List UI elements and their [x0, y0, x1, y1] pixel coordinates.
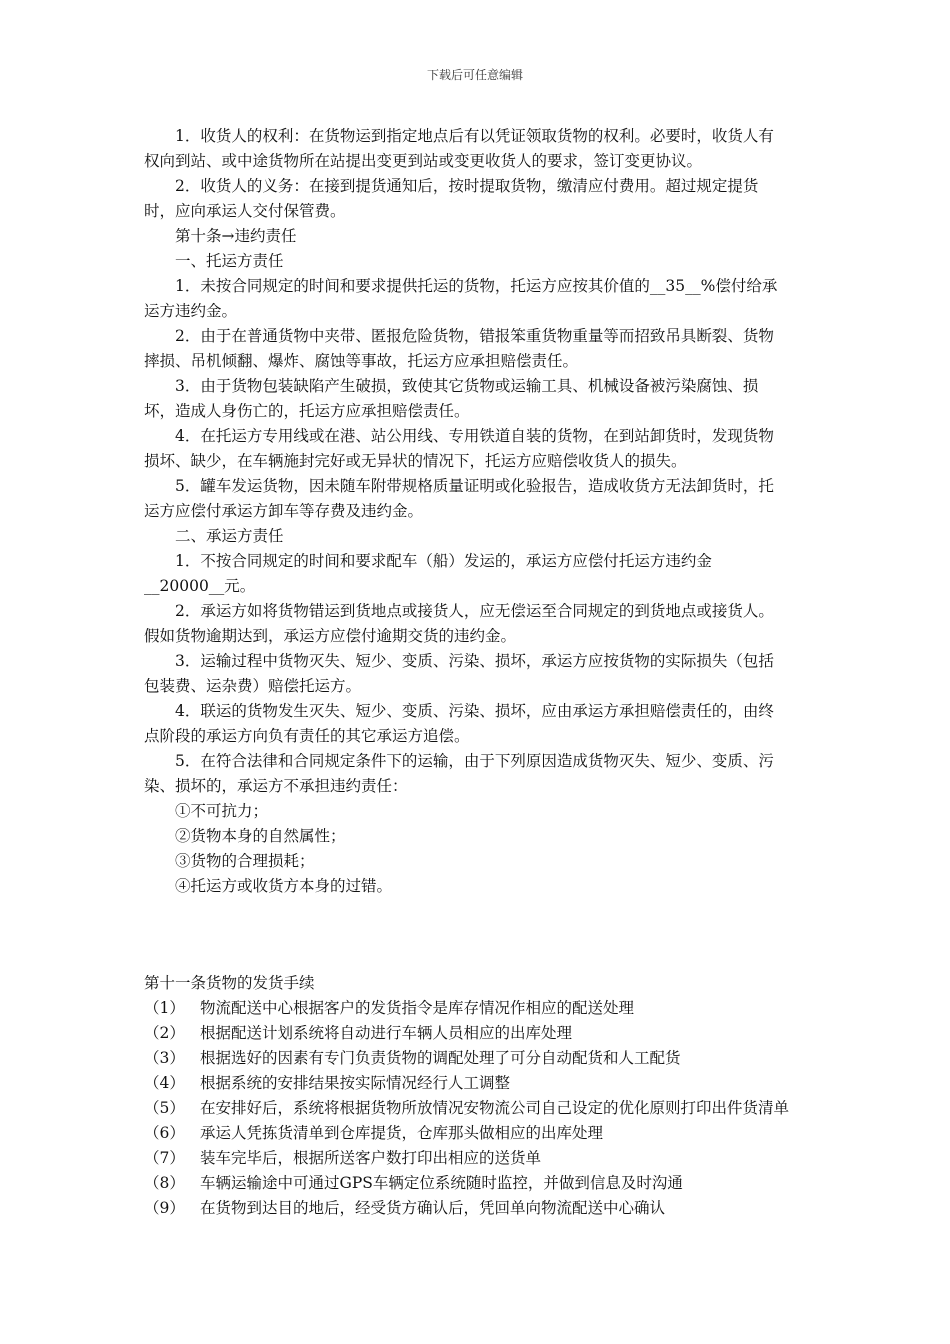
paragraph: 3．由于货物包装缺陷产生破损，致使其它货物或运输工具、机械设备被污染腐蚀、损坏，造成人身伤亡的，托运方应承担赔偿责任。: [144, 377, 759, 420]
document-body: [144, 124, 784, 899]
paragraph: 1．不按合同规定的时间和要求配车（船）发运的，承运方应偿付托运方违约金__20000__元。: [144, 552, 712, 595]
paragraph: ①不可抗力；: [175, 802, 269, 820]
paragraph: 一、托运方责任: [175, 252, 284, 270]
paragraph: 1．未按合同规定的时间和要求提供托运的货物，托运方应按其价值的__35__%偿付给承运方违约金。: [144, 277, 778, 320]
paragraph: 4．联运的货物发生灭失、短少、变质、污染、损坏，应由承运方承担赔偿责任的，由终点阶段的承运方向负有责任的其它承运方追偿。: [144, 702, 774, 745]
list-item-text: 装车完毕后，根据所送客户数打印出相应的送货单: [200, 1149, 542, 1167]
list-item: [144, 1196, 824, 1221]
list-item-text: 根据系统的安排结果按实际情况经行人工调整: [200, 1074, 511, 1092]
paragraph: ③货物的合理损耗；: [175, 852, 315, 870]
paragraph: 5．在符合法律和合同规定条件下的运输，由于下列原因造成货物灭失、短少、变质、污染、损坏的，承运方不承担违约责任：: [144, 752, 774, 795]
list-item: [144, 1121, 824, 1146]
paragraph: 2．收货人的义务：在接到提货通知后，按时提取货物，缴清应付费用。超过规定提货时，应向承运人交付保管费。: [144, 177, 759, 220]
list-item: [144, 1096, 824, 1121]
list-item-text: 承运人凭拣货清单到仓库提货，仓库那头做相应的出库处理: [200, 1124, 604, 1142]
list-item: [144, 1046, 824, 1071]
list-item: [144, 996, 824, 1021]
list-item-number: （3）: [144, 1049, 185, 1067]
list-item-text: 根据选好的因素有专门负责货物的调配处理了可分自动配货和人工配货: [200, 1049, 681, 1067]
list-item-text: 车辆运输途中可通过GPS车辆定位系统随时监控，并做到信息及时沟通: [200, 1174, 683, 1192]
list-item-text: 根据配送计划系统将自动进行车辆人员相应的出库处理: [200, 1024, 573, 1042]
list-item-number: （4）: [144, 1074, 185, 1092]
page-header: 下载后可任意编辑: [426, 68, 523, 82]
paragraph: 第十条→违约责任: [175, 227, 297, 245]
paragraph: 3．运输过程中货物灭失、短少、变质、污染、损坏，承运方应按货物的实际损失（包括包装费、运杂费）赔偿托运方。: [144, 652, 774, 695]
paragraph: 二、承运方责任: [175, 527, 284, 545]
list-item: [144, 1071, 824, 1096]
list-item-number: （7）: [144, 1149, 185, 1167]
list-item-text: 在安排好后，系统将根据货物所放情况安物流公司自己设定的优化原则打印出件货清单: [200, 1099, 790, 1117]
list-item-number: （9）: [144, 1199, 185, 1217]
list-item-text: 物流配送中心根据客户的发货指令是库存情况作相应的配送处理: [200, 999, 635, 1017]
paragraph: ④托运方或收货方本身的过错。: [175, 877, 393, 895]
section-title: 第十一条货物的发货手续: [144, 974, 315, 992]
paragraph: 2．由于在普通货物中夹带、匿报危险货物，错报笨重货物重量等而招致吊具断裂、货物摔损、吊机倾翻、爆炸、腐蚀等事故，托运方应承担赔偿责任。: [144, 327, 774, 370]
paragraph: 5．罐车发运货物，因未随车附带规格质量证明或化验报告，造成收货方无法卸货时，托运方应偿付承运方卸车等存费及违约金。: [144, 477, 774, 520]
list-item: [144, 1146, 824, 1171]
list-item: [144, 1171, 824, 1196]
list-item-number: （8）: [144, 1174, 185, 1192]
paragraph: 1．收货人的权利：在货物运到指定地点后有以凭证领取货物的权利。必要时，收货人有权向到站、或中途货物所在站提出变更到站或变更收货人的要求，签订变更协议。: [144, 127, 774, 170]
list-item-number: （6）: [144, 1124, 185, 1142]
list-item-number: （1）: [144, 999, 185, 1017]
list-item-text: 在货物到达目的地后，经受货方确认后，凭回单向物流配送中心确认: [200, 1199, 666, 1217]
paragraph: ②货物本身的自然属性；: [175, 827, 346, 845]
paragraph: 4．在托运方专用线或在港、站公用线、专用铁道自装的货物，在到站卸货时，发现货物损坏、缺少，在车辆施封完好或无异状的情况下，托运方应赔偿收货人的损失。: [144, 427, 774, 470]
shipping-procedure: [144, 971, 824, 1221]
paragraph: 2．承运方如将货物错运到货地点或接货人，应无偿运至合同规定的到货地点或接货人。假如货物逾期达到，承运方应偿付逾期交货的违约金。: [144, 602, 774, 645]
list-item-number: （5）: [144, 1099, 185, 1117]
list-item: [144, 1021, 824, 1046]
list-item-number: （2）: [144, 1024, 185, 1042]
